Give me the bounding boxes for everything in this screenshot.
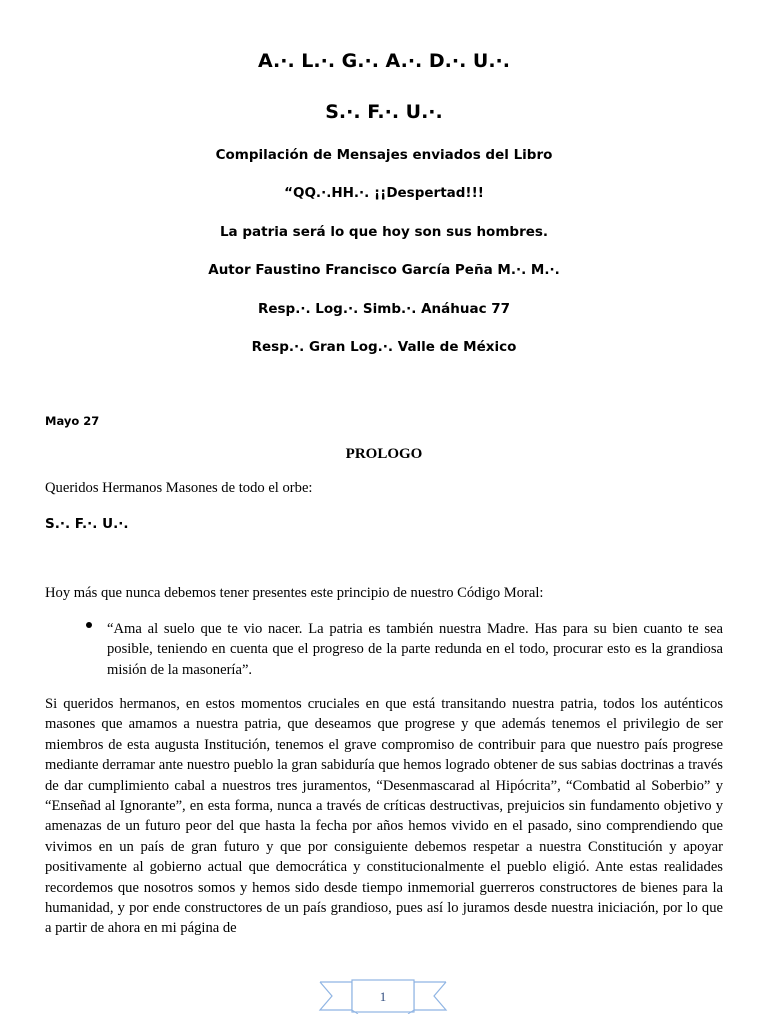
header-line-5: La patria será lo que hoy son sus hombres. xyxy=(219,224,549,240)
salutation: S.·. F.·. U.·. xyxy=(45,516,129,532)
header-line-3: Compilación de Mensajes enviados del Libro xyxy=(215,147,553,163)
body-paragraph: Si queridos hermanos, en estos momentos cruciales en que está transitando nuestra patria, todos los auténticos masones que amamos a nuestra patria, que deseamos que progrese y que además tenemos el privilegio de ser miembros de esta augusta Institución, tenemos el grave compromiso de contribuir para que nuestro país progrese mediante derramar ante nuestro pueblo la gran sabiduría que hemos logrado obtener de sus sabias doctrinas a través de dar cumplimiento cabal a nuestros tres juramentos, “Desenmascarad al Hipócrita”, “Combatid al Soberbio” y “Enseñad al Ignorante”, en esta forma, nunca a través de críticas destructivas, prejuicios sin fundamento objetivo y amenazas de un futuro peor del que hasta la fecha por años hemos vivido en el pasado, sino comprendiendo que vivimos en un país de gran futuro y que por consiguiente debemos respetar a nuestra Constitución y apoyar positivamente al gobierno actual que democrática y constitucionalmente el pueblo eligió. Ante estas realidades recordemos que nosotros somos y hemos sido desde tiempo inmemorial guerreros constructores de bienes para la humanidad, y por ende constructores de un país grandioso, pues así lo juramos desde nuestra iniciación, por lo que a partir de ahora en mi página de xyxy=(45,696,723,937)
header-line-2: S.·. F.·. U.·. xyxy=(325,101,443,123)
page-number: 1 xyxy=(379,989,387,1004)
date-label: Mayo 27 xyxy=(45,414,100,428)
header-line-1: A.·. L.·. G.·. A.·. D.·. U.·. xyxy=(257,50,510,72)
greeting: Queridos Hermanos Masones de todo el orbe: xyxy=(45,480,313,496)
header-line-8: Resp.·. Gran Log.·. Valle de México xyxy=(251,339,517,355)
bullet-quote: “Ama al suelo que te vio nacer. La patria es también nuestra Madre. Has para su bien cuanto te sea posible, teniendo en cuenta que el progreso de la parte redunda en el todo, procurar esto es la grandiosa misión de la masonería”. xyxy=(107,621,723,678)
section-title: PROLOGO xyxy=(345,446,423,462)
page-footer xyxy=(318,978,448,1014)
intro-paragraph: Hoy más que nunca debemos tener presentes este principio de nuestro Código Moral: xyxy=(45,585,544,601)
header-line-4: “QQ.·.HH.·. ¡¡Despertad!!! xyxy=(284,185,484,201)
bullet-icon xyxy=(86,622,92,628)
header-line-6: Autor Faustino Francisco García Peña M.·. M.·. xyxy=(208,262,560,278)
header-line-7: Resp.·. Log.·. Simb.·. Anáhuac 77 xyxy=(257,301,511,317)
